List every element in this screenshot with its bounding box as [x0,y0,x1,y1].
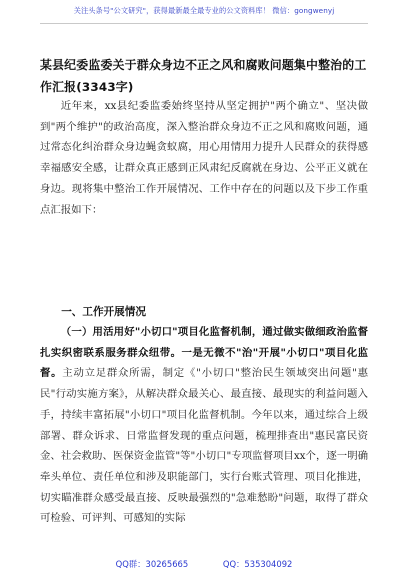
paragraph-body: 主动立足群众所需，制定《"小切口"整治民生领域突出问题"惠民"行动实施方案》，从解决群众最关心、最直接、最现实的利益问题入手，持续丰富拓展"小切口"项目化监督机制。今年以来，通过综合上级部署、群众诉求、日常监督发现的重点问题，梳理排查出"惠民富民资金、社会救助、医保资金监管"等"小切口"专项监督项目xx个，逐一明确牵头单位、责任单位和涉及职能部门，实行台账式管理、项目化推进，切实瞄准群众感受最直接、反映最强烈的"急难愁盼"问题，取得了群众可检验、可评判、可感知的实际 [40,367,368,525]
footer [0,558,408,570]
section-heading: 一、工作开展情况 [61,306,146,318]
section-paragraph [40,322,368,529]
footer-qq-contact: QQ：535304092 [222,559,293,569]
footer-qq-group: QQ群：30265665 [115,559,189,569]
paragraph-lead-bold: （一）用活用好"小切口"项目化监督机制，通过做实做细政治监督扎实织密联系服务群众纽带。一是无微不"治"开展"小切口"项目化监督。 [40,326,368,380]
header-banner: 关注头条号"公文研究"，获得最新最全最专业的公文资料库！ 微信：gongwenyj [73,6,335,15]
document-title: 某县纪委监委关于群众身边不正之风和腐败问题集中整治的工作汇报(3343字) [40,58,367,94]
intro-paragraph: 近年来，xx县纪委监委始终坚持从坚定拥护"两个确立"、坚决做到"两个维护"的政治高度，深入整治群众身边不正之风和腐败问题，通过常态化纠治群众身边蝇贪蚁腐，用心用情用力提升人民群众的获得感幸福感安全感，让群众真正感到正风肃纪反腐就在身边、公平正义就在身边。现将集中整治工作开展情况、工作中存在的问题以及下步工作重点汇报如下： [40,100,368,216]
header-divider [40,23,368,24]
